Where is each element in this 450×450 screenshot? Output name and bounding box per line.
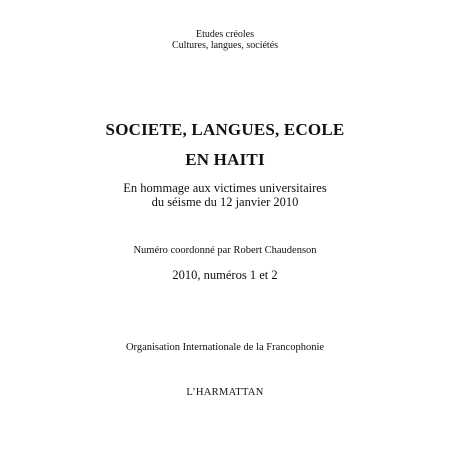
organization-name: Organisation Internationale de la Francophonie	[125, 342, 325, 353]
coordinator-credit: Numéro coordonné par Robert Chaudenson	[133, 245, 317, 256]
book-title-line-1: SOCIETE, LANGUES, ECOLE	[105, 120, 345, 139]
series-name: Etudes créoles	[195, 29, 255, 40]
dedication-line-2: du séisme du 12 janvier 2010	[151, 195, 299, 209]
issue-info: 2010, numéros 1 et 2	[172, 268, 278, 282]
dedication-line-1: En hommage aux victimes universitaires	[123, 181, 327, 195]
book-title-line-2: EN HAITI	[185, 150, 265, 169]
series-subtitle: Cultures, langues, sociétés	[171, 40, 279, 51]
publisher-name: L’HARMATTAN	[186, 387, 264, 398]
